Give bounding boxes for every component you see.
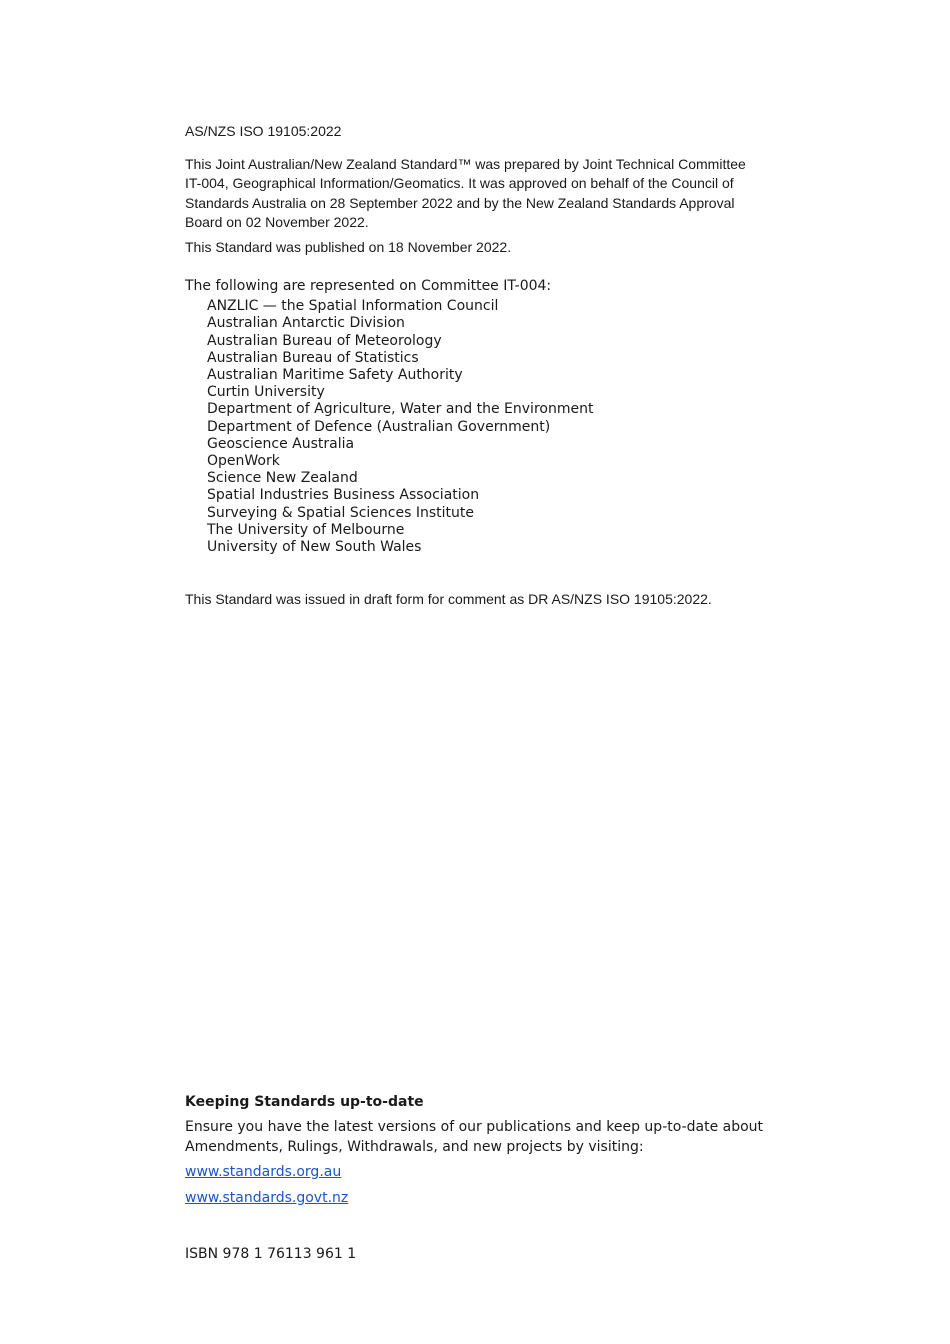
draft-note: This Standard was issued in draft form for comment as DR AS/NZS ISO 19105:2022. — [185, 591, 712, 607]
isbn: ISBN 978 1 76113 961 1 — [185, 1246, 357, 1262]
committee-member: Geoscience Australia — [207, 435, 355, 452]
document-designation: AS/NZS ISO 19105:2022 — [185, 123, 342, 139]
committee-section — [185, 278, 765, 556]
committee-title: The following are represented on Committee IT-004: — [185, 278, 552, 294]
standards-nz-link[interactable]: www.standards.govt.nz — [185, 1189, 349, 1206]
committee-member: The University of Melbourne — [207, 521, 405, 538]
committee-member: Department of Defence (Australian Government) — [207, 418, 551, 435]
committee-member: Department of Agriculture, Water and the Environment — [207, 401, 594, 418]
committee-member: University of New South Wales — [207, 539, 422, 556]
standards-australia-link[interactable]: www.standards.org.au — [185, 1164, 342, 1181]
committee-member: Australian Antarctic Division — [207, 315, 405, 332]
committee-member: OpenWork — [207, 453, 280, 470]
committee-member: Surveying & Spatial Sciences Institute — [207, 504, 474, 521]
committee-member: ANZLIC — the Spatial Information Council — [207, 298, 499, 315]
committee-member: Australian Bureau of Meteorology — [207, 332, 442, 349]
committee-member: Spatial Industries Business Association — [207, 487, 480, 504]
committee-member: Australian Bureau of Statistics — [207, 349, 419, 366]
keeping-text: Ensure you have the latest versions of our publications and keep up-to-date about Amendments, Rulings, Withdrawals, and new projects by visiting: — [185, 1119, 764, 1156]
committee-member: Science New Zealand — [207, 470, 358, 487]
committee-members-list — [185, 298, 765, 556]
published-date-note: This Standard was published on 18 November 2022. — [185, 239, 512, 255]
keeping-up-to-date-section — [185, 1094, 765, 1214]
keeping-title: Keeping Standards up-to-date — [185, 1094, 424, 1110]
intro-paragraph: This Joint Australian/New Zealand Standard™ was prepared by Joint Technical Committee IT-004, Geographical Information/Geomatics. It was approved on behalf of the Council of Standards Australia on 28 September 2022 and by the New Zealand Standards Approval Board on 02 November 2022. — [185, 156, 746, 230]
committee-member: Curtin University — [207, 384, 325, 401]
committee-member: Australian Maritime Safety Authority — [207, 367, 463, 384]
